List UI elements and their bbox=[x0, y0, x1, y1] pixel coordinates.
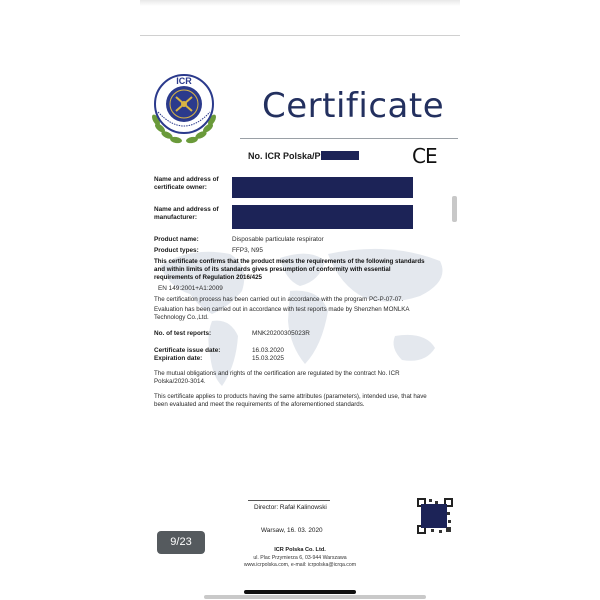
issue-date-value: 16.03.2020 bbox=[252, 347, 284, 354]
manufacturer-redaction bbox=[232, 205, 413, 229]
confirmation-line3: requirements of Regulation 2016/425 bbox=[154, 274, 262, 281]
evaluation-line1: Evaluation has been carried out in accordance with test reports made by Shenzhen MONLKA bbox=[154, 306, 410, 313]
certificate-number bbox=[248, 151, 359, 162]
owner-label-line1: Name and address of bbox=[154, 176, 219, 183]
qr-redaction bbox=[421, 504, 447, 528]
applies-line1: This certificate applies to products having the same attributes (parameters), intended use, that have bbox=[154, 393, 427, 400]
company-name: ICR Polska Co. Ltd. bbox=[274, 547, 326, 553]
confirmation-line2: and within limits of its standards gives presumption of conformity with essential bbox=[154, 266, 391, 273]
process-text: The certification process has been carried out in accordance with the program PC-P-07-07. bbox=[154, 296, 404, 303]
expiration-date-label: Expiration date: bbox=[154, 355, 203, 362]
obligations-line1: The mutual obligations and rights of the certification are regulated by the contract No. ICR bbox=[154, 370, 400, 377]
test-reports-label: No. of test reports: bbox=[154, 330, 212, 337]
home-indicator[interactable] bbox=[244, 590, 356, 594]
product-name-value: Disposable particulate respirator bbox=[232, 236, 324, 243]
test-reports-value: MNK20200305023R bbox=[252, 330, 310, 337]
applies-line2: been evaluated and meet the requirements of the aforementioned standards. bbox=[154, 401, 365, 408]
owner-label-line2: certificate owner: bbox=[154, 184, 207, 191]
icr-logo-icon bbox=[146, 70, 222, 146]
title-divider bbox=[240, 138, 458, 139]
obligations-line2: Polska/2020-3014. bbox=[154, 378, 206, 385]
top-shadow bbox=[140, 0, 460, 6]
scrollbar-thumb[interactable] bbox=[452, 196, 457, 222]
confirmation-line1: This certificate confirms that the product meets the requirements of the following standards bbox=[154, 258, 425, 265]
manufacturer-label-line1: Name and address of bbox=[154, 206, 219, 213]
page-indicator: 9/23 bbox=[157, 531, 205, 554]
svg-text:ICR: ICR bbox=[176, 76, 192, 86]
certificate-number-prefix: No. ICR Polska/P bbox=[248, 151, 321, 161]
top-divider bbox=[140, 35, 460, 36]
company-address: ul. Plac Przymierza 6, 03-944 Warszawa bbox=[253, 555, 347, 561]
ce-mark-icon: CE bbox=[412, 144, 437, 168]
product-types-label: Product types: bbox=[154, 247, 199, 254]
bottom-scroll-bar[interactable] bbox=[204, 595, 426, 599]
standard-reference: EN 149:2001+A1:2009 bbox=[158, 285, 223, 292]
director-name: Director: Rafał Kalinowski bbox=[254, 504, 327, 511]
product-name-label: Product name: bbox=[154, 236, 199, 243]
place-and-date: Warsaw, 16. 03. 2020 bbox=[261, 527, 323, 534]
product-types-value: FFP3, N95 bbox=[232, 247, 263, 254]
redaction-bar bbox=[321, 151, 359, 160]
certificate-title: Certificate bbox=[262, 86, 445, 126]
owner-redaction bbox=[232, 177, 413, 198]
expiration-date-value: 15.03.2025 bbox=[252, 355, 284, 362]
signature-line bbox=[248, 500, 330, 501]
issue-date-label: Certificate issue date: bbox=[154, 347, 221, 354]
evaluation-line2: Technology Co.,Ltd. bbox=[154, 314, 209, 321]
company-contact: www.icrpolska.com, e-mail: icrpolska@icrqa.com bbox=[243, 562, 357, 568]
manufacturer-label-line2: manufacturer: bbox=[154, 214, 197, 221]
